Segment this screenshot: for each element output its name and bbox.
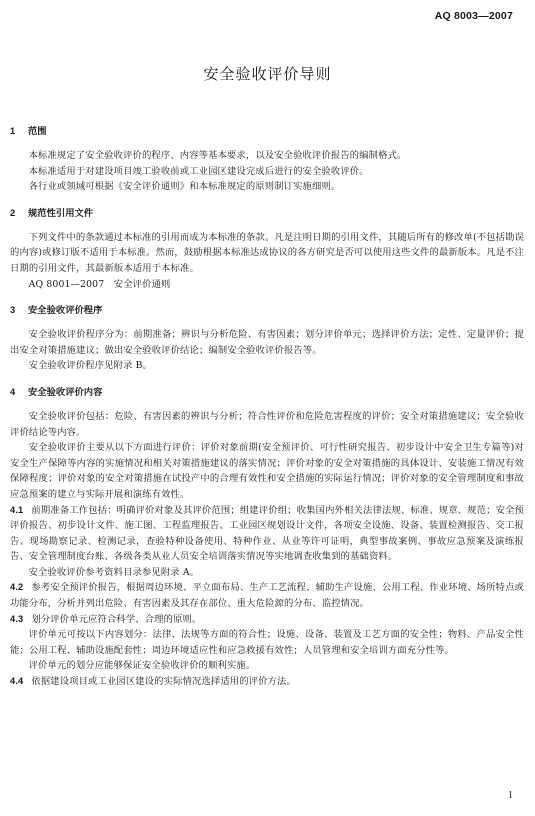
document-body xyxy=(10,124,524,690)
section-1-paragraph-2: 本标准适用于对建设项目竣工验收前或工业园区建设完成后进行的安全验收评价。 xyxy=(28,165,369,177)
section-title: 规范性引用文件 xyxy=(28,207,94,219)
section-1-paragraph-1: 本标准规定了安全验收评价的程序、内容等基本要求，以及安全验收评价报告的编制格式。 xyxy=(28,150,407,161)
section-1-paragraph-3: 各行业或领域可根据《安全评价通则》和本标准规定的原则制订实施细则。 xyxy=(28,181,341,193)
section-number: 4 xyxy=(10,386,16,397)
standard-code: AQ 8003—2007 xyxy=(434,10,513,22)
clause-4-3-paragraph-2: 评价单元的划分应能够保证安全验收评价的顺利实施。 xyxy=(28,660,256,672)
section-2-heading xyxy=(10,206,524,221)
clause-number: 4.4 xyxy=(10,676,24,687)
section-number: 1 xyxy=(10,126,16,136)
section-3-paragraph-2: 安全验收评价程序见附录 B。 xyxy=(28,360,153,372)
section-number: 3 xyxy=(10,305,16,316)
clause-number: 4.2 xyxy=(10,582,24,593)
section-title: 安全验收评价内容 xyxy=(28,386,103,398)
clause-4-1-reference: 安全验收评价参考资料目录参见附录 A。 xyxy=(28,566,200,578)
clause-4-3 xyxy=(10,612,524,628)
section-4-paragraph-1: 安全验收评价包括：危险、有害因素的辨识与分析；符合性评价和危险危害程度的评价；安全对策措施建议；安全验收评价结论等内容。 xyxy=(10,410,524,438)
clause-number: 4.3 xyxy=(10,613,24,624)
clause-text: 参考安全预评价报告，根据周边环境、平立面布局、生产工艺流程、辅助生产设施、公用工程、作业环境、场所特点或功能分布，分析并列出危险、有害因素及其存在部位、重大危险源的分布、监控情况。 xyxy=(10,582,524,610)
section-2-paragraph-1: 下列文件中的条款通过本标准的引用而成为本标准的条款。凡是注明日期的引用文件，其随后所有的修改单(不包括勘误的内容)或修订版不适用于本标准。然而，鼓励根据本标准达成协议的各方研究是否可以使用这些文件的最新版本。凡是不注日期的引用文件，其最新版本适用于本标准。 xyxy=(10,231,524,274)
clause-4-4 xyxy=(10,674,524,690)
section-title: 范围 xyxy=(28,126,47,137)
section-3-paragraph-1: 安全验收评价程序分为：前期准备；辨识与分析危险、有害因素；划分评价单元；选择评价方法；定性、定量评价；提出安全对策措施建议；做出安全验收评价结论；编制安全验收评价报告等。 xyxy=(10,329,524,356)
normative-reference: AQ 8001—2007 安全评价通则 xyxy=(28,278,171,290)
section-title: 安全验收评价程序 xyxy=(28,305,103,317)
section-4-heading xyxy=(10,385,524,400)
clause-text: 划分评价单元应符合科学、合理的原则。 xyxy=(31,613,202,625)
document-title: 安全验收评价导则 xyxy=(203,65,332,83)
section-1-heading xyxy=(10,124,524,139)
clause-4-3-paragraph-1: 评价单元可按以下内容划分：法律、法规等方面的符合性；设施、设备、装置及工艺方面的安全性；物料、产品安全性能；公用工程、辅助设施配套性；周边环境适应性和应急救援有效性；人员管理和安全培训方面充分性等。 xyxy=(10,629,524,656)
section-3-heading xyxy=(10,303,524,318)
page-number: 1 xyxy=(508,790,513,801)
clause-4-2 xyxy=(10,580,524,611)
section-4-paragraph-2: 安全验收评价主要从以下方面进行评价：评价对象前期(安全预评价、可行性研究报告、初步设计中安全卫生专篇等)对安全生产保障等内容的实施情况和相关对策措施建议的落实情况；评价对象的安全对策措施的具体设计、安装施工情况有效保障程度；评价对象的安全对策措施在试投产中的合理有效性和安全措施的实际运行情况；评价对象的安全管理制度和事故应急预案的建立与实际开展和演练有效性。 xyxy=(10,442,524,500)
section-number: 2 xyxy=(10,207,16,218)
clause-4-1 xyxy=(10,503,524,565)
clause-number: 4.1 xyxy=(10,504,24,515)
clause-text: 依据建设项目或工业园区建设的实际情况选择适用的评价方法。 xyxy=(31,676,296,688)
clause-text: 前期准备工作包括：明确评价对象及其评价范围；组建评价组；收集国内外相关法律法规、标准、规章、规范；安全预评价报告、初步设计文件、施工图、工程监理报告、工业园区规划设计文件，各项安全设施、设备、装置检测报告、交工报告、现场勘察记录、检测记录，查验特种设备使用、特种作业、从业等许可证明，典型事故案例、事故应急预案及演练报告、安全管理制度台账、各级各类从业人员安全培训落实情况等实地调查收集到的基础资料。 xyxy=(10,504,524,563)
